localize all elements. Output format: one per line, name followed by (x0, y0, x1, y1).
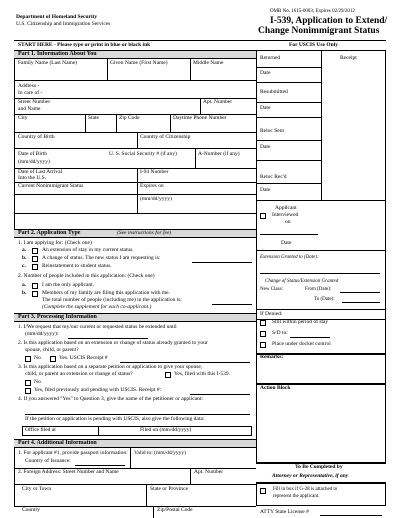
in-care-of-label: In care of - (18, 90, 43, 96)
still-within-label: Still within period of stay (272, 319, 329, 325)
only-applicant-option: I am the only applicant. (42, 282, 95, 288)
from-date-line[interactable] (340, 292, 380, 293)
country-issuance-line[interactable] (75, 465, 125, 466)
family-members-option: Members of my family are filing this application with me. (42, 290, 170, 296)
p3-q4: 4. If you answered "Yes" to Question 3, give the name of the petitioner or applicant: (18, 396, 203, 402)
omb-number: OMB No. 1615-0003; Expires 02/29/2012 (270, 9, 355, 14)
docket-label: Place under docket control (272, 341, 331, 347)
foreign-city-field[interactable] (15, 493, 145, 505)
foreign-apt-label: Apt. Number (194, 469, 224, 475)
p3-q1-line1: 1. I/We request that my/our current or requested status be extended until (18, 324, 177, 330)
to-date-line[interactable] (342, 302, 380, 303)
applicant-interviewed-2: Interviewed (272, 212, 299, 218)
q2-yes-checkbox[interactable] (50, 356, 56, 362)
country-citizenship-label: Country of Citizenship (140, 134, 191, 140)
i94-label: I-94 Number (140, 169, 169, 175)
rule (14, 484, 256, 485)
q2-number-people: 2. Number of people included in this application: (Check one) (18, 273, 155, 279)
current-status-field[interactable] (15, 195, 136, 212)
dob-label: Date of Birth (18, 151, 48, 157)
divider (98, 426, 99, 436)
q3-filed-prev-checkbox[interactable] (25, 388, 31, 394)
family-name-field[interactable] (15, 67, 106, 79)
q3-no-label: No (34, 379, 41, 385)
p4-q2: 2. Foreign Address: Street Number and Name (18, 469, 119, 475)
foreign-apt-field[interactable] (191, 476, 255, 483)
i94-field[interactable] (138, 176, 255, 181)
supplement-note: (Complete the supplement for each co-applicant.) (42, 304, 152, 310)
foreign-state-field[interactable] (147, 493, 255, 505)
interview-date-label: Date (281, 240, 292, 246)
rule (256, 82, 321, 83)
letter-c: c. (22, 263, 26, 269)
city-town-label: City or Town (22, 486, 52, 492)
rule (14, 80, 256, 81)
p3-q3-line1: 3. Is this application based on a separate petition or application to give your spouse, (18, 364, 203, 370)
country-birth-field[interactable] (15, 141, 136, 147)
petitioner-name-line[interactable] (25, 414, 250, 415)
receipt-label: Receipt (340, 55, 357, 61)
expires-format: (mm/dd/yyyy) (140, 196, 172, 202)
rule (14, 213, 256, 214)
foreign-street-field[interactable] (15, 476, 189, 483)
new-status-line[interactable] (192, 262, 252, 263)
in-care-of-field[interactable] (60, 86, 255, 97)
interviewed-checkbox[interactable] (260, 213, 266, 219)
p4-q1-line2: Country of Issuance: (25, 458, 71, 464)
q2-yes-receipt-label: Yes. USCIS Receipt # (59, 355, 108, 361)
daytime-phone-label: Daytime Phone Number (173, 115, 227, 121)
if-denied-label: If Denied: (260, 311, 283, 317)
resubmitted-label: Resubmitted (260, 89, 288, 95)
date-label: Date (260, 144, 271, 150)
extension-checkbox[interactable] (32, 248, 38, 254)
date-label: Date (260, 187, 271, 193)
reinstatement-option: Reinstatement to student status. (42, 263, 112, 269)
sidebar-divider (321, 50, 322, 200)
last-arrival-field[interactable] (80, 170, 136, 181)
p3-q2-line2: spouse, child, or parent? (25, 347, 79, 353)
extension-granted-line[interactable] (260, 273, 380, 274)
rule (256, 140, 321, 141)
p3-q3-line2: child, or parent an extension or change of status? (25, 371, 133, 377)
rule (256, 102, 321, 103)
office-filed-field[interactable] (70, 427, 97, 435)
sd-to-line[interactable] (290, 337, 330, 338)
ssn-field[interactable] (109, 158, 194, 167)
g28-line2: represent the applicant. (273, 494, 320, 499)
p4-q1-line1: 1. For applicant #1, provide passport information: (18, 450, 128, 456)
letter-b: b. (22, 290, 27, 296)
state-field[interactable] (86, 122, 115, 131)
anumber-field[interactable] (196, 158, 255, 167)
letter-b: b. (22, 255, 27, 261)
zip-field[interactable] (117, 122, 169, 131)
rule (256, 183, 321, 184)
part2-heading-note: (See instructions for fee) (117, 230, 172, 236)
middle-name-label: Middle Name (193, 60, 224, 66)
g28-line1: Fill in box if G-28 is attached to (273, 487, 338, 492)
letter-a: a. (22, 247, 27, 253)
q1-applying-for: 1. I am applying for: (Check one) (18, 240, 92, 246)
rule (256, 67, 321, 68)
ssn-label: U. S. Social Security # (if any) (109, 151, 177, 157)
rule (256, 200, 386, 201)
reloc-sent-label: Reloc Sent (260, 128, 284, 134)
applicant-interviewed-1: Applicant (275, 205, 297, 211)
address-label: Address - (18, 83, 40, 89)
given-name-field[interactable] (108, 67, 189, 79)
docket-checkbox[interactable] (260, 342, 266, 348)
rule (256, 117, 321, 118)
completed-by-2: Attorney or Representative, if any (272, 473, 349, 479)
city-field[interactable] (15, 122, 84, 131)
sd-to-checkbox[interactable] (260, 331, 266, 337)
office-filed-label: Office filed at (25, 427, 56, 433)
part4-heading: Part 4. Additional Information (18, 440, 97, 446)
current-status-label: Current Nonimmigrant Status (18, 183, 84, 189)
sd-to-label: S/D to: (272, 330, 288, 336)
uscis-use-only: For USCIS Use Only (289, 42, 338, 48)
top-rule (14, 40, 386, 41)
rule (14, 132, 256, 133)
atty-license-line[interactable] (320, 515, 382, 516)
date-label: Date (260, 105, 271, 111)
state-label: State (88, 115, 99, 121)
rule (256, 250, 386, 251)
only-applicant-checkbox[interactable] (32, 283, 38, 289)
action-block-label: Action Block (260, 385, 291, 391)
change-status-option: A change of status. The new status I am requesting is: (42, 255, 161, 261)
divider (137, 182, 138, 213)
rule (14, 506, 256, 507)
q2-receipt-line[interactable] (120, 362, 250, 363)
street-number-label: Street Number (18, 99, 51, 105)
expires-on-field[interactable] (180, 196, 255, 212)
divider (153, 506, 154, 518)
valid-to-field[interactable] (131, 458, 255, 467)
reinstatement-checkbox[interactable] (32, 264, 38, 270)
and-name-label: and Name (18, 106, 41, 112)
total-people-text: The total number of people (including me) in the application is: (42, 297, 182, 303)
part1-heading: Part 1. Information About You (18, 51, 97, 57)
q2-no-label: No (34, 355, 41, 361)
completed-by-1: To Be Completed by (295, 464, 343, 470)
total-people-line[interactable] (212, 304, 252, 305)
filed-on-label: Filed on (mm/dd/yyyy) (140, 427, 192, 433)
form-title-line2: Change Nonimmigrant Status (258, 26, 380, 36)
from-date-label: From (Date): (305, 287, 332, 292)
interview-date-line[interactable] (260, 234, 318, 235)
country-birth-label: Country of Birth (18, 134, 55, 140)
to-date-label: To (Date): (314, 297, 335, 302)
country-citizenship-field[interactable] (138, 141, 255, 147)
q3-filed-prev-label: Yes, filed previously and pending with USCIS. Receipt #: (34, 387, 162, 393)
extension-granted-label: Extension Granted to (Date): (260, 255, 319, 260)
q3-no-checkbox[interactable] (25, 380, 31, 386)
letter-a: a. (22, 282, 27, 288)
family-name-label: Family Name (Last Name) (18, 60, 78, 66)
still-within-checkbox[interactable] (260, 320, 266, 326)
g28-box (256, 483, 386, 506)
country-label: Country (22, 507, 41, 513)
q3-filed-with-checkbox[interactable] (165, 372, 171, 378)
agency-name: Department of Homeland Security (16, 14, 98, 20)
extend-until-line[interactable] (68, 338, 148, 339)
q2-no-checkbox[interactable] (25, 356, 31, 362)
family-members-checkbox[interactable] (32, 291, 38, 297)
p3-q2-line1: 2. Is this application based on an extension or change of status already granted to your (18, 340, 208, 346)
part2-heading: Part 2. Application Type (18, 230, 81, 236)
subagency-name: U.S. Citizenship and Immigration Services (16, 21, 111, 27)
rule (256, 160, 321, 161)
rule (14, 148, 256, 149)
dob-format: (mm/dd/yyyy) (18, 159, 50, 165)
atty-license-label: ATTY State License # (260, 509, 309, 515)
left-border (14, 448, 15, 506)
date-label: Date (260, 70, 271, 76)
dob-field[interactable] (60, 156, 105, 167)
apt-number-label: Apt. Number (203, 99, 233, 105)
last-arrival-label: Date of Last Arrival (18, 169, 63, 175)
returned-label: Returned (260, 55, 281, 61)
change-status-checkbox[interactable] (32, 256, 38, 262)
form-title-line1: I-539, Application to Extend/ (270, 16, 388, 26)
anumber-label: A-Number (if any) (198, 151, 240, 157)
valid-to-label: Valid to: (mm/dd/yyyy) (134, 450, 186, 456)
apt-number-field[interactable] (201, 106, 255, 113)
expires-on-label: Expires on (140, 183, 164, 189)
start-here-text: START HERE - Please type or print in blue or black ink (18, 42, 151, 48)
middle-name-field[interactable] (191, 67, 255, 79)
zip-label: Zip Code (119, 115, 140, 121)
filed-on-field[interactable] (195, 427, 251, 435)
into-us-label: Into the U.S. (18, 175, 47, 181)
new-class-label: New Class: (260, 287, 283, 292)
change-status-granted: Change of Status/Extension Granted (265, 279, 339, 284)
given-name-label: Given Name (First Name) (110, 60, 168, 66)
q3-receipt-line[interactable] (190, 394, 250, 395)
city-label: City (18, 115, 28, 121)
reloc-recd-label: Reloc Rec'd (260, 174, 287, 180)
extension-option: An extension of stay in my current status. (42, 247, 134, 253)
q3-filed-with-label: Yes, filed with this I-539. (174, 371, 230, 377)
part3-heading: Part 3. Processing Information (18, 314, 97, 320)
applicant-interviewed-3: on (285, 219, 291, 225)
p3-q1-line2: (mm/dd/yyyy): (25, 331, 59, 337)
remarks-label: Remarks: (260, 354, 284, 360)
state-province-label: State or Province (150, 486, 188, 492)
daytime-phone-field[interactable] (171, 122, 255, 131)
pending-note: If the petition or application is pending with USCIS, also give the following data: (25, 416, 205, 422)
action-block-box[interactable] (256, 384, 386, 463)
zip-postal-label: Zip/Postal Code (157, 507, 193, 513)
street-field[interactable] (60, 100, 199, 113)
